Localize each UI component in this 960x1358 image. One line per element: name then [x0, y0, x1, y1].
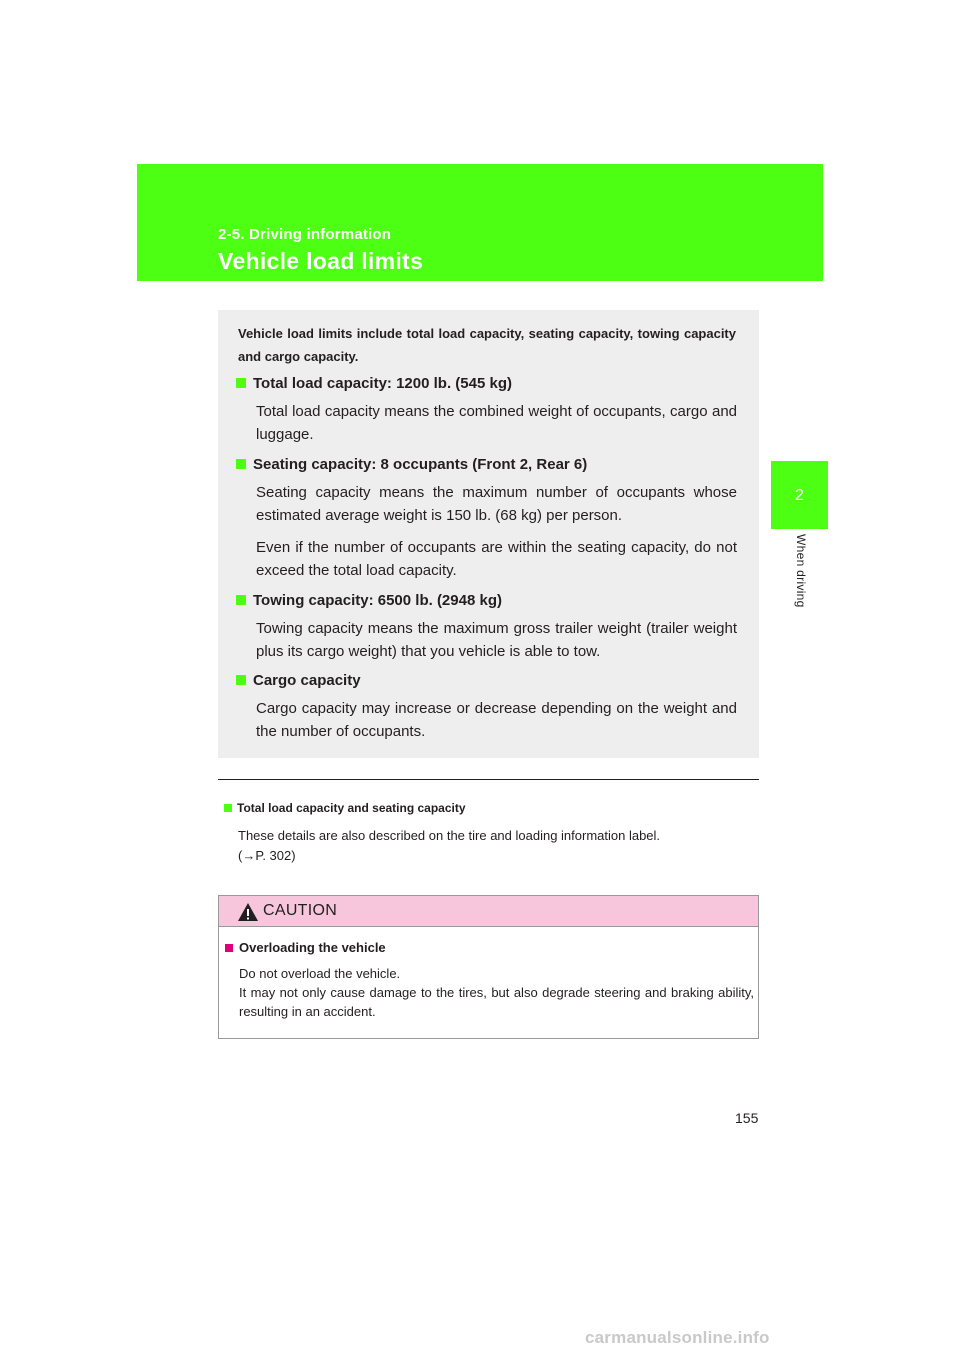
page-title: Vehicle load limits [218, 248, 424, 274]
warning-triangle-icon [237, 902, 259, 922]
towing-description: Towing capacity means the maximum gross trailer weight (trailer weight plus its cargo weight) that you vehicle is able to tow. [256, 620, 737, 660]
cargo-heading-text: Cargo capacity [253, 672, 361, 689]
seating-description: Seating capacity means the maximum number of occupants whose estimated average weight is 150 lb. (68 kg) per person. [256, 484, 737, 524]
cargo-description: Cargo capacity may increase or decrease depending on the weight and the number of occupants. [256, 700, 737, 740]
total-load-description: Total load capacity means the combined weight of occupants, cargo and luggage. [256, 403, 737, 443]
square-bullet-icon [236, 675, 246, 685]
section-divider [218, 779, 759, 780]
intro-text: Vehicle load limits include total load capacity, seating capacity, towing capacity and cargo capacity. [238, 326, 736, 364]
square-bullet-icon [236, 378, 246, 388]
page-reference-link[interactable]: (→P. 302) [238, 848, 296, 863]
square-bullet-icon [225, 944, 233, 952]
seating-heading-text: Seating capacity: 8 occupants (Front 2, Rear 6) [253, 456, 588, 473]
caution-title: CAUTION [263, 902, 338, 919]
watermark: carmanualsonline.info [585, 1328, 770, 1347]
caution-body [239, 964, 754, 1021]
square-bullet-icon [236, 459, 246, 469]
note-body [238, 826, 738, 866]
chapter-label: When driving [794, 534, 808, 608]
caution-box [218, 895, 759, 1039]
load-limits-box [218, 310, 759, 758]
caution-header [219, 896, 758, 927]
section-label: 2-5. Driving information [218, 226, 392, 243]
note-heading-text: Total load capacity and seating capacity [237, 801, 466, 815]
total-load-heading [236, 375, 512, 392]
note-heading [224, 801, 466, 815]
chapter-number: 2 [795, 487, 804, 504]
caution-line: It may not only cause damage to the tires, but also degrade steering and braking ability, resulting in an accident. [239, 985, 754, 1019]
chapter-tab[interactable] [771, 461, 828, 529]
square-bullet-icon [224, 804, 232, 812]
cargo-heading [236, 672, 361, 689]
caution-subheading [225, 940, 386, 955]
total-load-heading-text: Total load capacity: 1200 lb. (545 kg) [253, 375, 512, 392]
seating-heading [236, 456, 587, 473]
caution-line: Do not overload the vehicle. [239, 966, 401, 981]
towing-heading-text: Towing capacity: 6500 lb. (2948 kg) [253, 592, 502, 609]
note-text: These details are also described on the tire and loading information label. [238, 828, 661, 843]
page-number: 155 [735, 1110, 759, 1126]
square-bullet-icon [236, 595, 246, 605]
caution-subheading-text: Overloading the vehicle [239, 940, 386, 955]
seating-note: Even if the number of occupants are within the seating capacity, do not exceed the total load capacity. [256, 539, 737, 579]
towing-heading [236, 592, 502, 609]
